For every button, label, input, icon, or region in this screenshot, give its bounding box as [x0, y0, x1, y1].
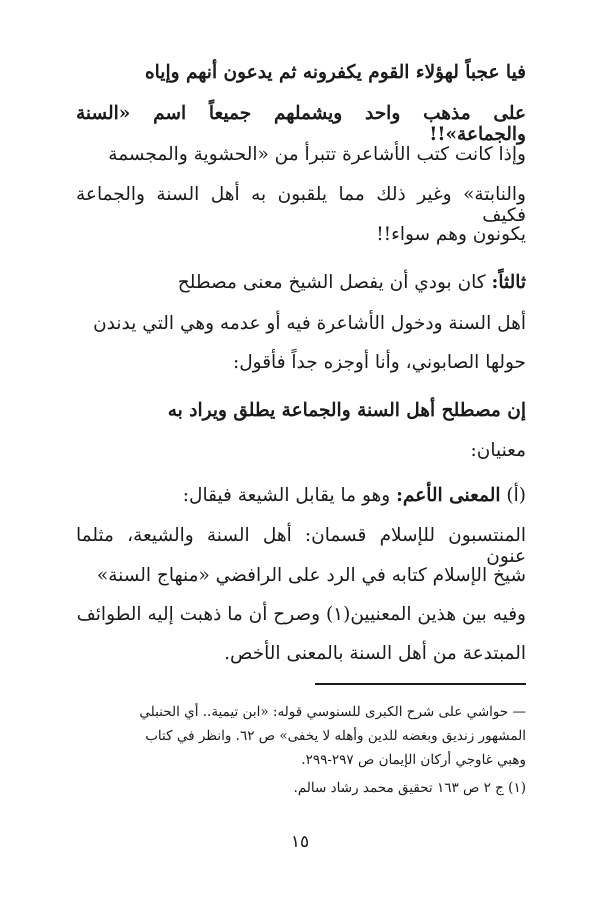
paragraph-1-line-3: وإذا كانت كتب الأشاعرة تتبرأ من «الحشوية والمجسمة — [108, 144, 526, 165]
footnote-separator — [315, 683, 526, 685]
paragraph-4-line-3: شيخ الإسلام كتابه في الرد على الرافضي «منهاج السنة» — [96, 565, 526, 586]
paragraph-1-line-1: فيا عجباً لهؤلاء القوم يكفرونه ثم يدعون أنهم وإياه — [144, 62, 526, 83]
footnote-line-3: وهبي غاوجي أركان الإيمان ص ٢٩٧-٢٩٩. — [301, 752, 526, 768]
paragraph-4-marker: (أ) — [506, 485, 526, 506]
paragraph-4-line-2: المنتسبون للإسلام قسمان: أهل السنة والشيعة، مثلما عنون — [76, 525, 526, 567]
paragraph-4-line-1 — [76, 485, 526, 506]
paragraph-4-term: المعنى الأعم: — [396, 485, 501, 506]
paragraph-3-line-1: إن مصطلح أهل السنة والجماعة يطلق ويراد به — [167, 400, 526, 421]
paragraph-1-line-5: يكونون وهم سواء!! — [376, 224, 526, 245]
paragraph-3-line-2: معنيان: — [470, 440, 526, 461]
paragraph-2-line-3: حولها الصابوني، وأنا أوجزه جداً فأقول: — [232, 352, 526, 373]
paragraph-1-line-4: والنابتة» وغير ذلك مما يلقبون به أهل السنة والجماعة فكيف — [76, 184, 526, 226]
footnote-line-4: (١) ج ٢ ص ١٦٣ تحقيق محمد رشاد سالم. — [293, 780, 526, 796]
paragraph-2-line-1-text: كان بودي أن يفصل الشيخ معنى مصطلح — [177, 272, 486, 293]
paragraph-4-line-5: المبتدعة من أهل السنة بالمعنى الأخص. — [224, 643, 526, 664]
paragraph-2-heading: ثالثاً: — [491, 272, 526, 293]
paragraph-2-line-1 — [76, 272, 526, 293]
paragraph-2-line-2: أهل السنة ودخول الأشاعرة فيه أو عدمه وهي التي يدندن — [93, 313, 526, 334]
paragraph-4-line-1-text: وهو ما يقابل الشيعة فيقال: — [182, 485, 391, 506]
footnote-line-2: المشهور زنديق وبغضه للدين وأهله لا يخفى» ص ٦٢. وانظر في كتاب — [145, 728, 526, 744]
paragraph-1-line-2: على مذهب واحد ويشملهم جميعاً اسم «السنة والجماعة»!! — [76, 103, 526, 145]
paragraph-4-line-4: وفيه بين هذين المعنيين(١) وصرح أن ما ذهبت إليه الطوائف — [76, 604, 526, 625]
footnote-line-1: — حواشي على شرح الكبرى للسنوسي قوله: «ابن تيمية.. أي الحنبلي — [139, 704, 526, 720]
page-number: ١٥ — [290, 832, 310, 852]
